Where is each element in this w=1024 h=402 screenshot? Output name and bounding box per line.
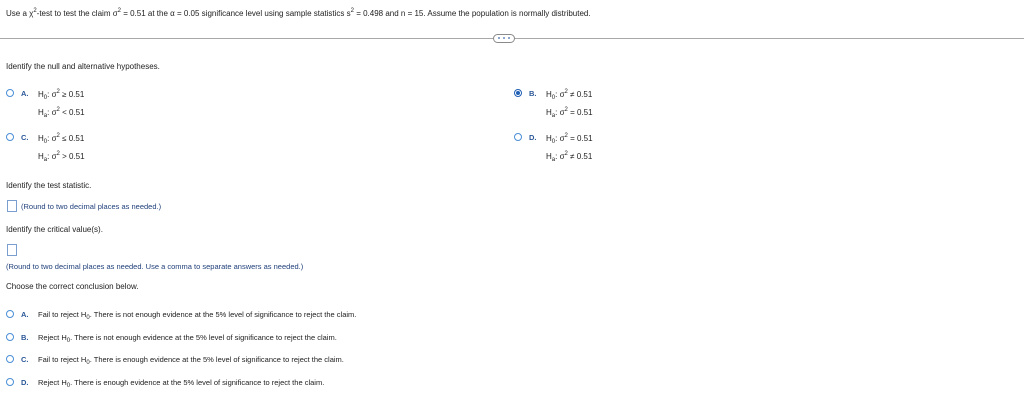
critical-values-prompt: Identify the critical value(s). [6, 225, 103, 234]
radio-d[interactable] [514, 133, 522, 141]
alternative-hypothesis: $H_a$: $\sigma^2 \ne 0.51$ [546, 151, 593, 163]
conclusion-option-d[interactable]: D. Reject $H_0$. There is enough evidence at the 5% level of significance to reject the claim. [6, 377, 446, 389]
critical-values-hint: (Round to two decimal places as needed. Use a comma to separate answers as needed.) [6, 262, 304, 271]
hypothesis-option-d[interactable]: D. $H_0$: $\sigma^2 = 0.51$ $H_a$: $\sigma^2 \ne 0.51$ [514, 132, 614, 162]
radio-d[interactable] [6, 378, 14, 386]
critical-values-input[interactable] [7, 244, 17, 256]
sigma-symbol: σ [112, 9, 118, 18]
radio-b[interactable] [6, 333, 14, 341]
null-hypothesis: $H_0$: $\sigma^2 \ne 0.51$ [546, 89, 593, 101]
radio-b-selected[interactable] [514, 89, 522, 97]
alternative-hypothesis: $H_a$: $\sigma^2 = 0.51$ [546, 107, 593, 119]
alternative-hypothesis: $H_a$: $\sigma^2 > 0.51$ [38, 151, 85, 163]
more-dots-icon [498, 37, 510, 40]
null-hypothesis: $H_0$: $\sigma^2 \le 0.51$ [38, 133, 85, 145]
null-hypothesis: $H_0$: $\sigma^2 = 0.51$ [546, 133, 593, 145]
radio-a[interactable] [6, 310, 14, 318]
conclusion-option-a[interactable]: A. Fail to reject $H_0$. There is not enough evidence at the 5% level of significance to reject the claim. [6, 309, 446, 321]
null-hypothesis: $H_0$: $\sigma^2 \ge 0.51$ [38, 89, 85, 101]
conclusion-option-c[interactable]: C. Fail to reject $H_0$. There is enough evidence at the 5% level of significance to reject the claim. [6, 354, 446, 366]
hypothesis-option-c[interactable]: C. $H_0$: $\sigma^2 \le 0.51$ $H_a$: $\sigma^2 > 0.51$ [6, 132, 106, 162]
hypothesis-option-a[interactable]: A. $H_0$: $\sigma^2 \ge 0.51$ $H_a$: $\sigma^2 < 0.51$ [6, 88, 106, 118]
conclusion-option-b[interactable]: B. Reject $H_0$. There is not enough evidence at the 5% level of significance to reject the claim. [6, 332, 446, 344]
hypothesis-option-b[interactable]: B. $H_0$: $\sigma^2 \ne 0.51$ $H_a$: $\sigma^2 = 0.51$ [514, 88, 614, 118]
radio-c[interactable] [6, 355, 14, 363]
hypotheses-prompt: Identify the null and alternative hypotheses. [6, 62, 160, 71]
problem-statement: Use a $\chi^2$-test to test the claim $\sigma^2 = 0.51$ at the α = 0.05 significance level using sample statistics $s^2 = 0.498$ and n = 15. Assume the population is normally distributed. [6, 8, 591, 18]
test-statistic-prompt: Identify the test statistic. [6, 181, 92, 190]
alternative-hypothesis: $H_a$: $\sigma^2 < 0.51$ [38, 107, 85, 119]
chi-symbol: χ [29, 9, 34, 18]
radio-c[interactable] [6, 133, 14, 141]
radio-a[interactable] [6, 89, 14, 97]
expand-more-button[interactable] [493, 34, 515, 43]
test-statistic-input[interactable] [7, 200, 17, 212]
conclusion-prompt: Choose the correct conclusion below. [6, 282, 139, 291]
test-statistic-hint: (Round to two decimal places as needed.) [21, 202, 162, 211]
alpha-symbol: α [170, 9, 175, 18]
